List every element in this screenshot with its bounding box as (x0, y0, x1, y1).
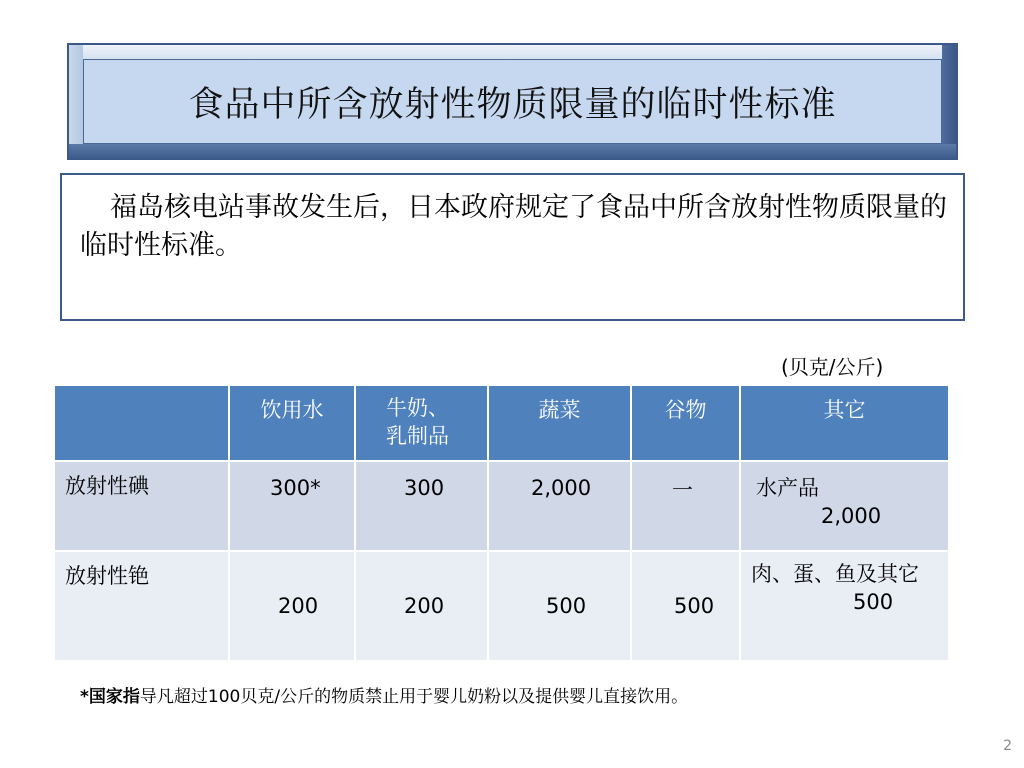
other-value: 500 (853, 590, 894, 614)
cell-iodine-other (740, 461, 949, 551)
header-milk: 牛奶、 乳制品 (355, 385, 488, 461)
cell-iodine-milk: 300 (355, 461, 488, 551)
footnote-prefix: *国家指 (80, 687, 140, 707)
other-label: 水产品 (756, 476, 819, 500)
row-label-iodine: 放射性碘 (54, 461, 229, 551)
unit-label: (贝克/公斤) (781, 355, 884, 379)
cell-iodine-water: 300* (229, 461, 355, 551)
title-panel (83, 59, 942, 144)
cell-cesium-water: 200 (229, 551, 355, 661)
other-label: 肉、蛋、鱼及其它 (751, 562, 919, 586)
cell-cesium-milk: 200 (355, 551, 488, 661)
footnote (80, 682, 688, 707)
header-empty (54, 385, 229, 461)
intro-box (60, 173, 965, 321)
other-value: 2,000 (821, 504, 882, 528)
footnote-text: 导凡超过100贝克/公斤的物质禁止用于婴儿奶粉以及提供婴儿直接饮用。 (139, 687, 689, 707)
row-label-cesium: 放射性铯 (54, 551, 229, 661)
header-grain: 谷物 (631, 385, 740, 461)
cell-iodine-vegetables: 2,000 (488, 461, 631, 551)
cell-cesium-other (740, 551, 949, 661)
table-row (54, 551, 949, 661)
radiation-limit-table (53, 384, 950, 662)
table-row (54, 461, 949, 551)
slide-title: 食品中所含放射性物质限量的临时性标准 (188, 84, 837, 125)
title-frame (67, 43, 958, 160)
header-other: 其它 (740, 385, 949, 461)
header-water: 饮用水 (229, 385, 355, 461)
header-vegetables: 蔬菜 (488, 385, 631, 461)
cell-cesium-grain: 500 (631, 551, 740, 661)
table-header-row (54, 385, 949, 461)
cell-cesium-vegetables: 500 (488, 551, 631, 661)
page-number: 2 (1003, 738, 1012, 754)
bevel-right (942, 45, 956, 158)
bevel-left (69, 45, 83, 158)
intro-text: 福岛核电站事故发生后，日本政府规定了食品中所含放射性物质限量的临时性标准。 (80, 192, 947, 261)
cell-iodine-grain: 一 (631, 461, 740, 551)
